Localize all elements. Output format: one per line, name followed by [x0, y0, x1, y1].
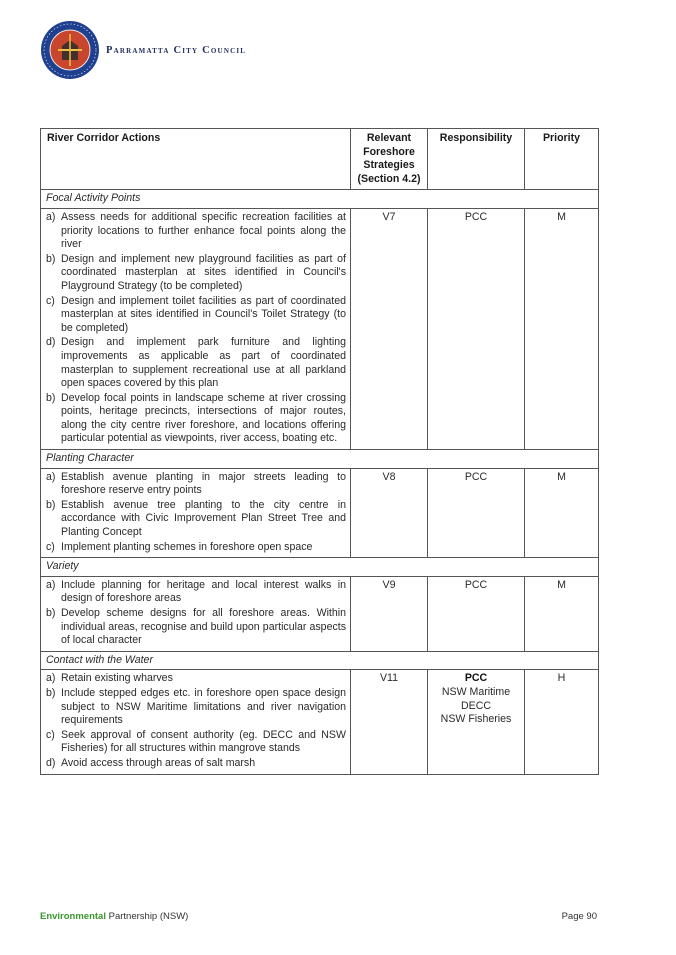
item-label: b): [46, 252, 56, 265]
item-text: Establish avenue planting in major streets leading to foreshore reserve entry points: [61, 470, 346, 497]
list-item: [46, 499, 346, 540]
table-row: [41, 576, 599, 651]
item-label: b): [46, 686, 56, 699]
responsibility-entry: NSW Maritime: [441, 685, 511, 698]
list-item: [46, 607, 346, 648]
list-item: [46, 253, 346, 294]
action-list: [46, 672, 346, 770]
item-label: c): [46, 540, 55, 553]
responsibility-entry: PCC: [464, 672, 488, 685]
list-item: [46, 336, 346, 390]
section-row: [41, 450, 599, 469]
responsibility-entry: DECC: [460, 699, 492, 712]
council-name: Parramatta City Council: [106, 44, 247, 56]
list-item: [46, 392, 346, 446]
item-label: a): [46, 672, 56, 685]
item-label: d): [46, 336, 56, 349]
section-title: Contact with the Water: [41, 651, 599, 670]
strategy-cell: V11: [351, 670, 428, 774]
priority-cell: M: [525, 576, 599, 651]
strategy-cell: V8: [351, 468, 428, 558]
action-list: [46, 471, 346, 555]
footer-brand: Environmental: [40, 911, 106, 922]
item-label: b): [46, 498, 56, 511]
actions-cell: [41, 468, 351, 558]
table-row: [41, 208, 599, 449]
priority-cell: M: [525, 468, 599, 558]
item-label: c): [46, 728, 55, 741]
section-title: Focal Activity Points: [41, 190, 599, 209]
list-item: [46, 471, 346, 498]
item-label: b): [46, 391, 56, 404]
strategy-cell: V9: [351, 576, 428, 651]
list-item: [46, 295, 346, 336]
item-label: b): [46, 607, 56, 619]
item-text: Establish avenue tree planting to the city centre in accordance with Civic Improvement Plan Street Tree and Planting Concept: [61, 498, 346, 539]
list-item: [46, 757, 346, 771]
list-item: [46, 541, 346, 555]
council-seal-logo: [40, 20, 100, 80]
table-header-row: [41, 129, 599, 190]
header-responsibility: Responsibility: [428, 129, 525, 190]
item-text: Develop scheme designs for all foreshore areas. Within individual areas, recognise and build upon particular aspects of local character: [61, 607, 346, 647]
responsibility-entry: PCC: [464, 578, 488, 591]
list-item: [46, 729, 346, 756]
item-label: d): [46, 756, 56, 769]
responsibility-entry: NSW Fisheries: [440, 713, 512, 726]
table-row: [41, 670, 599, 774]
priority-cell: M: [525, 208, 599, 449]
item-text: Retain existing wharves: [61, 672, 173, 685]
responsibility-entry: PCC: [464, 210, 488, 223]
list-item: [46, 687, 346, 728]
responsibility-entry: PCC: [464, 470, 488, 483]
page-header: [40, 20, 246, 80]
river-corridor-actions-table: [40, 128, 599, 775]
item-text: Include stepped edges etc. in foreshore open space design subject to NSW Maritime limitations and river navigation requirements: [61, 686, 346, 727]
actions-cell: [41, 576, 351, 651]
list-item: [46, 672, 346, 686]
page-footer: [40, 911, 597, 922]
table-row: [41, 468, 599, 558]
item-text: Design and implement new playground facilities as part of coordinated masterplan at sites identified in Council's Playground Strategy (to be completed): [61, 252, 346, 292]
action-list: [46, 579, 346, 648]
action-list: [46, 211, 346, 446]
item-text: Include planning for heritage and local interest walks in design of foreshore areas: [61, 578, 346, 605]
item-text: Develop focal points in landscape scheme at river crossing points, heritage precincts, intersections of major routes, along the city centre river foreshore, and locations offering particular potential as viewpoints, river access, boating etc.: [61, 391, 346, 445]
responsibility-cell: [428, 208, 525, 449]
item-text: Implement planting schemes in foreshore open space: [61, 540, 313, 553]
page-number: Page 90: [561, 911, 597, 922]
list-item: [46, 579, 346, 606]
item-label: a): [46, 578, 56, 591]
item-text: Design and implement toilet facilities as part of coordinated masterplan at sites identified in Council's Toilet Strategy (to be completed): [61, 294, 346, 334]
section-row: [41, 651, 599, 670]
header-priority: Priority: [525, 129, 599, 190]
priority-cell: H: [525, 670, 599, 774]
section-title: Variety: [41, 558, 599, 577]
section-row: [41, 190, 599, 209]
item-label: a): [46, 470, 56, 483]
item-label: a): [46, 210, 56, 223]
item-text: Assess needs for additional specific recreation facilities at priority locations to further enhance focal points along the river: [61, 210, 346, 251]
section-row: [41, 558, 599, 577]
header-strategies: Relevant Foreshore Strategies (Section 4.2): [351, 129, 428, 190]
item-text: Seek approval of consent authority (eg. DECC and NSW Fisheries) for all structures within mangrove stands: [61, 728, 346, 755]
item-label: c): [46, 294, 55, 307]
table-body: [41, 190, 599, 774]
list-item: [46, 211, 346, 252]
item-text: Design and implement park furniture and lighting improvements as applicable as part of coordinated masterplan to supplement recreational use at all parkland open spaces covered by this plan: [61, 336, 346, 390]
footer-org: [40, 911, 188, 922]
item-text: Avoid access through areas of salt marsh: [61, 756, 256, 769]
responsibility-cell: [428, 670, 525, 774]
strategy-cell: V7: [351, 208, 428, 449]
actions-cell: [41, 208, 351, 449]
responsibility-cell: [428, 576, 525, 651]
actions-cell: [41, 670, 351, 774]
responsibility-cell: [428, 468, 525, 558]
header-actions: River Corridor Actions: [41, 129, 351, 190]
footer-org-rest: Partnership (NSW): [106, 911, 189, 922]
section-title: Planting Character: [41, 450, 599, 469]
